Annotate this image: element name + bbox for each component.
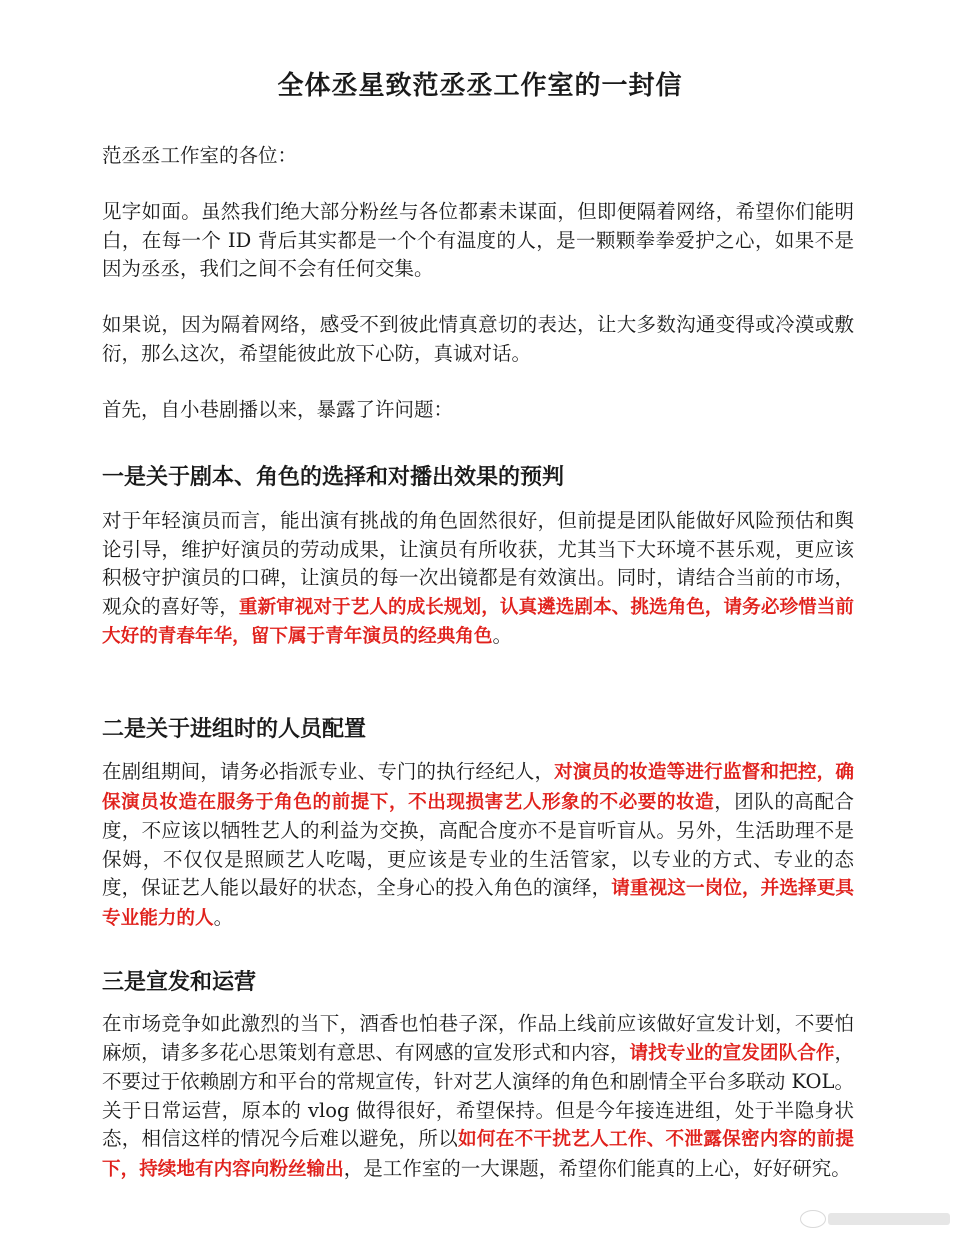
intro-paragraph-2: 如果说，因为隔着网络，感受不到彼此情真意切的表达，让大多数沟通变得或冷漠或敷衍，那么这次，希望能彼此放下心防，真诚对话。 [102, 313, 854, 365]
letter-title: 全体丞星致范丞丞工作室的一封信 [277, 71, 683, 101]
section-2-body [102, 758, 854, 934]
section-3-body [102, 1010, 854, 1185]
section-2-heading: 二是关于进组时的人员配置 [102, 717, 367, 742]
section-1-highlight-1: 重新审视对于艺人的成长规划，认真遴选剧本、挑选角色，请务必珍惜当前大好的青春年华，留下属于青年演员的经典角色 [102, 596, 854, 648]
section-1-body [102, 507, 854, 652]
section-3-highlight-1: 请找专业的宣发团队合作 [629, 1042, 835, 1064]
intro-paragraph-3: 首先，自小巷剧播以来，暴露了许问题： [102, 398, 454, 421]
section-1-heading: 一是关于剧本、角色的选择和对播出效果的预判 [102, 465, 565, 490]
salutation: 范丞丞工作室的各位： [102, 144, 298, 167]
section-1-text-1: 对于年轻演员而言，能出演有挑战的角色固然很好，但前提是团队能做好风险预估和舆论引导，维护好演员的劳动成果，让演员有所收获，尤其当下大环境不甚乐观，更应该积极守护演员的口碑，让演员的每一次出镜都是有效演出。同时，请结合当前的市场，观众的喜好等， [102, 509, 854, 618]
section-1-text-2: 。 [492, 624, 512, 648]
section-2-text-1: 在剧组期间，请务必指派专业、专门的执行经纪人， [102, 760, 555, 783]
section-3-text-2: ，不要过于依赖剧方和平台的常规宣传，针对艺人演绎的角色和剧情全平台多联动 KOL。关于日常运营，原本的 vlog 做得很好，希望保持。但是今年接连进组，处于半隐身状态，相信这样的情况今后难以避免，所以 [102, 1040, 854, 1151]
section-2-highlight-1: 对演员的妆造等进行监督和把控，确保演员妆造在服务于角色的前提下，不出现损害艺人形象的不必要的妆造 [102, 762, 854, 813]
section-3-heading: 三是宣发和运营 [102, 970, 257, 995]
section-3-text-1: 在市场竞争如此激烈的当下，酒香也怕巷子深，作品上线前应该做好宣发计划，不要怕麻烦，请多多花心思策划有意思、有网感的宣发形式和内容， [102, 1012, 854, 1064]
section-3-text-3: ，是工作室的一大课题，希望你们能真的上心，好好研究。 [343, 1156, 851, 1180]
section-2-highlight-2: 请重视这一岗位，并选择更具专业能力的人 [102, 878, 854, 929]
watermark [800, 1209, 950, 1229]
section-3-highlight-2: 如何在不干扰艺人工作、不泄露保密内容的前提下，持续地有内容向粉丝输出 [102, 1129, 854, 1180]
section-2-text-2: ，团队的高配合度，不应该以牺牲艺人的利益为交换，高配合度亦不是盲听盲从。另外，生活助理不是保姆，不仅仅是照顾艺人吃喝，更应该是专业的生活管家，以专业的方式、专业的态度，保证艺人能以最好的状态，全身心的投入角色的演绎， [102, 789, 854, 900]
section-2-text-3: 。 [213, 905, 234, 929]
intro-paragraph-1: 见字如面。虽然我们绝大部分粉丝与各位都素未谋面，但即便隔着网络，希望你们能明白，在每一个 ID 背后其实都是一个个有温度的人，是一颗颗拳拳爱护之心，如果不是因为丞丞，我们之间不会有任何交集。 [102, 200, 854, 281]
watermark-text-placeholder [828, 1213, 950, 1225]
watermark-logo-icon [800, 1210, 826, 1228]
